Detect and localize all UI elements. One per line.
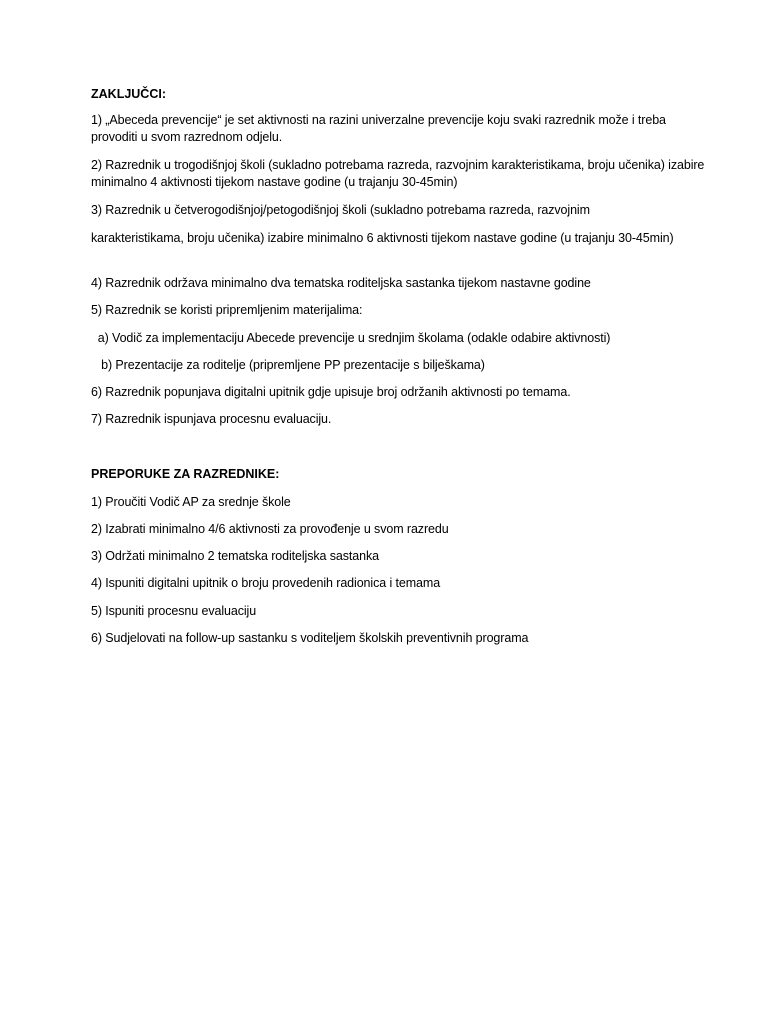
preporuka-item-5: 5) Ispuniti procesnu evaluaciju xyxy=(91,604,257,618)
zakljucak-item-7: 7) Razrednik ispunjava procesnu evaluaciju. xyxy=(91,412,332,426)
zakljucak-item-5b: b) Prezentacije za roditelje (pripremljene PP prezentacije s bilješkama) xyxy=(91,358,485,372)
zakljucak-item-3: 3) Razrednik u četverogodišnjoj/petogodišnjoj školi (sukladno potrebama razreda, razvojnim xyxy=(91,203,590,217)
zakljucak-item-5: 5) Razrednik se koristi pripremljenim materijalima: xyxy=(91,303,363,317)
zakljucak-item-5a: a) Vodič za implementaciju Abecede prevencije u srednjim školama (odakle odabire aktivnosti) xyxy=(91,331,611,345)
zakljucak-item-2: 2) Razrednik u trogodišnjoj školi (sukladno potrebama razreda, razvojnim karakteristikama, broju učenika) izabire minimalno 4 aktivnosti tijekom nastave godine (u trajanju 30-45min) xyxy=(91,158,705,189)
preporuka-item-3: 3) Održati minimalno 2 tematska roditeljska sastanka xyxy=(91,549,379,563)
heading-preporuke: PREPORUKE ZA RAZREDNIKE: xyxy=(91,467,280,481)
preporuka-item-2: 2) Izabrati minimalno 4/6 aktivnosti za provođenje u svom razredu xyxy=(91,522,449,536)
preporuka-item-6: 6) Sudjelovati na follow-up sastanku s voditeljem školskih preventivnih programa xyxy=(91,631,529,645)
preporuka-item-4: 4) Ispuniti digitalni upitnik o broju provedenih radionica i temama xyxy=(91,576,441,590)
heading-zakljucci: ZAKLJUČCI: xyxy=(91,87,166,101)
zakljucak-item-3-continued: karakteristikama, broju učenika) izabire minimalno 6 aktivnosti tijekom nastave godine (u trajanju 30-45min) xyxy=(91,231,674,245)
preporuka-item-1: 1) Proučiti Vodič AP za srednje škole xyxy=(91,495,291,509)
zakljucak-item-4: 4) Razrednik održava minimalno dva tematska roditeljska sastanka tijekom nastavne godine xyxy=(91,276,591,290)
zakljucak-item-1: 1) „Abeceda prevencije“ je set aktivnosti na razini univerzalne prevencije koju svaki razrednik može i treba provoditi u svom razrednom odjelu. xyxy=(91,113,666,144)
zakljucak-item-6: 6) Razrednik popunjava digitalni upitnik gdje upisuje broj održanih aktivnosti po temama. xyxy=(91,385,571,399)
